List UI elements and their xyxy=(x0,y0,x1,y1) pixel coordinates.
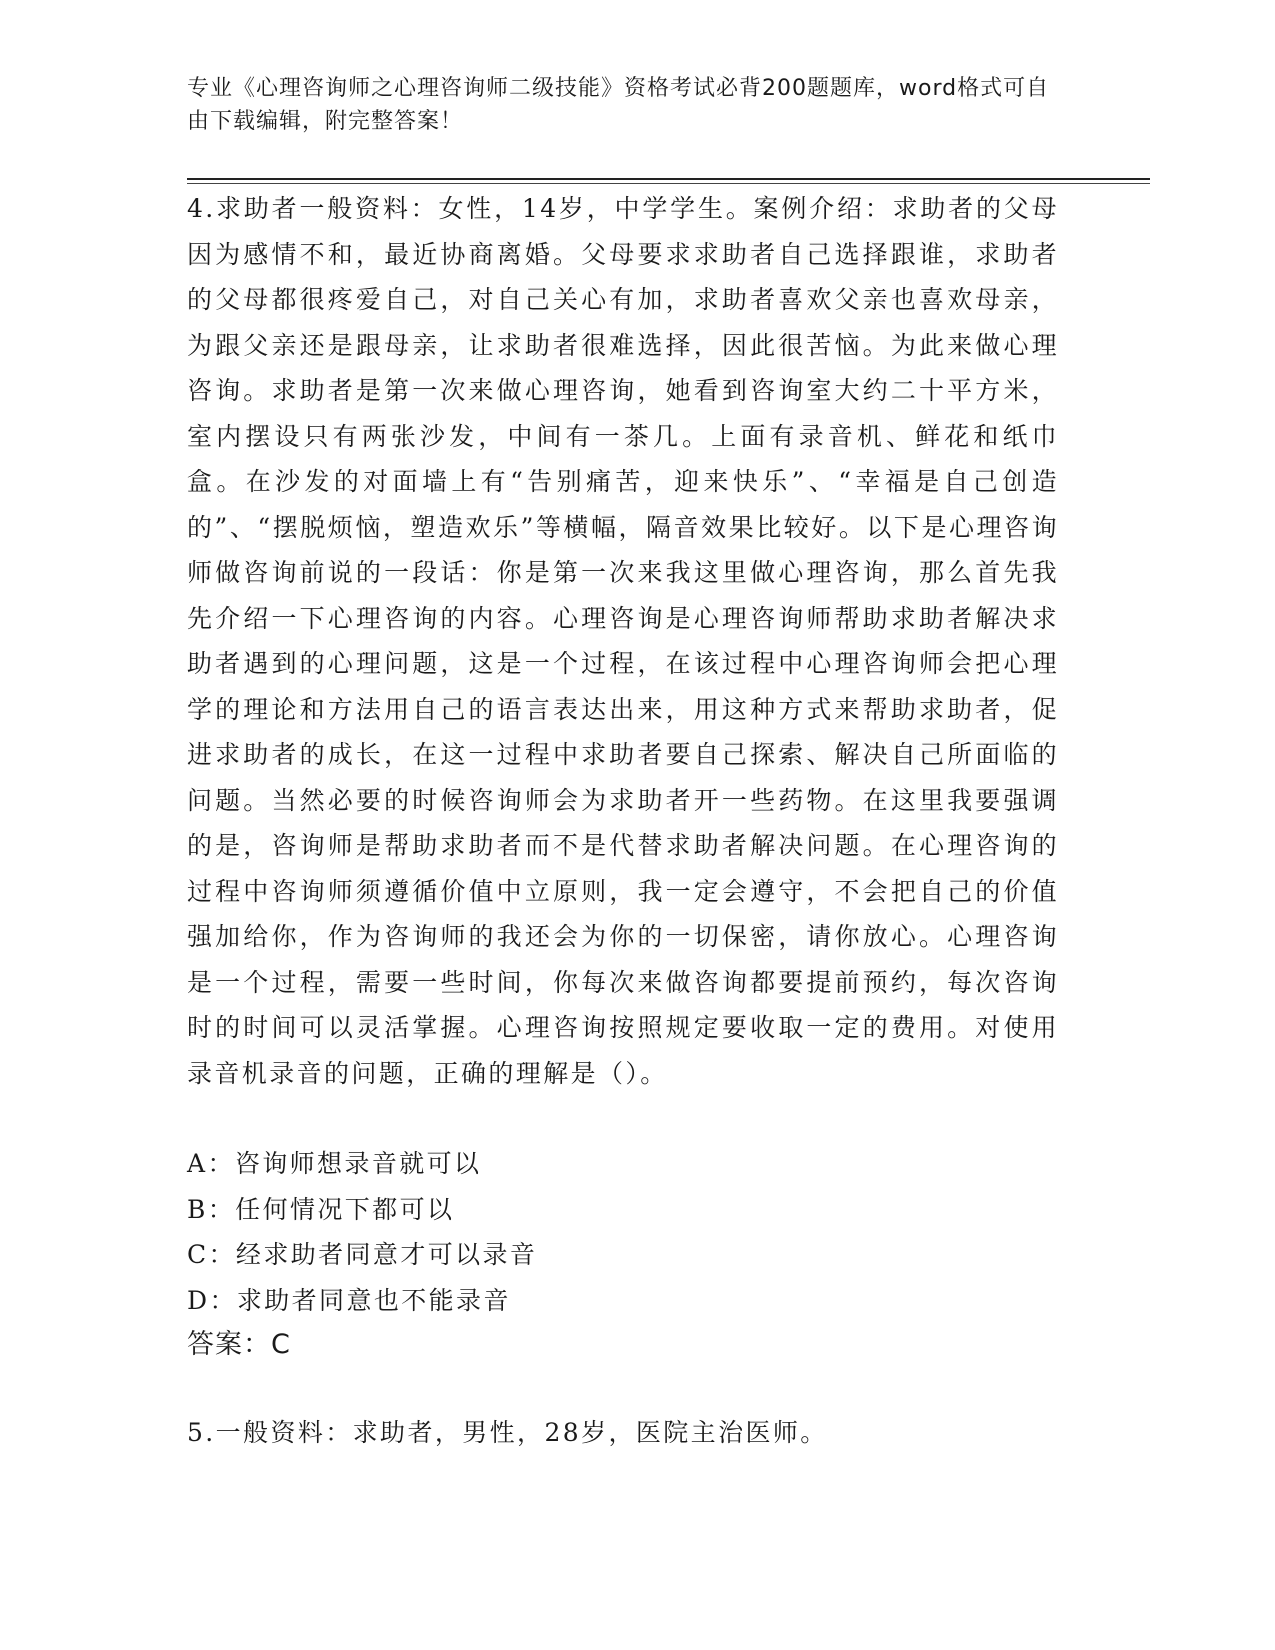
option-c: C：经求助者同意才可以录音 xyxy=(187,1240,538,1269)
header-divider-thin xyxy=(187,183,1150,184)
header-divider xyxy=(187,178,1150,180)
document-header: 专业《心理咨询师之心理咨询师二级技能》资格考试必背200题题库，word格式可自由下载编辑，附完整答案！ xyxy=(187,76,1050,134)
option-d: D：求助者同意也不能录音 xyxy=(187,1285,511,1315)
option-a: A：咨询师想录音就可以 xyxy=(187,1149,482,1178)
question-4-options xyxy=(187,1141,1059,1323)
question-5-stem: 5.一般资料：求助者，男性，28岁，医院主治医师。 xyxy=(187,1418,828,1447)
question-4-stem: 4.求助者一般资料：女性，14岁，中学学生。案例介绍：求助者的父母因为感情不和，最近协商离婚。父母要求求助者自己选择跟谁，求助者的父母都很疼爱自己，对自己关心有加，求助者喜欢父亲也喜欢母亲，为跟父亲还是跟母亲，让求助者很难选择，因此很苦恼。为此来做心理咨询。求助者是第一次来做心理咨询，她看到咨询室大约二十平方米，室内摆设只有两张沙发，中间有一茶几。上面有录音机、鲜花和纸巾盒。在沙发的对面墙上有“告别痛苦，迎来快乐”、“幸福是自己创造的”、“摆脱烦恼，塑造欢乐”等横幅，隔音效果比较好。以下是心理咨询师做咨询前说的一段话：你是第一次来我这里做心理咨询，那么首先我先介绍一下心理咨询的内容。心理咨询是心理咨询师帮助求助者解决求助者遇到的心理问题，这是一个过程，在该过程中心理咨询师会把心理学的理论和方法用自己的语言表达出来，用这种方式来帮助求助者，促进求助者的成长，在这一过程中求助者要自己探索、解决自己所面临的问题。当然必要的时候咨询师会为求助者开一些药物。在这里我要强调的是，咨询师是帮助求助者而不是代替求助者解决问题。在心理咨询的过程中咨询师须遵循价值中立原则，我一定会遵守，不会把自己的价值强加给你，作为咨询师的我还会为你的一切保密，请你放心。心理咨询是一个过程，需要一些时间，你每次来做咨询都要提前预约，每次咨询时的时间可以灵活掌握。心理咨询按照规定要收取一定的费用。对使用录音机录音的问题，正确的理解是（）。 xyxy=(187,194,1059,1088)
question-4-answer: 答案：C xyxy=(187,1329,291,1360)
option-b: B：任何情况下都可以 xyxy=(187,1194,455,1224)
